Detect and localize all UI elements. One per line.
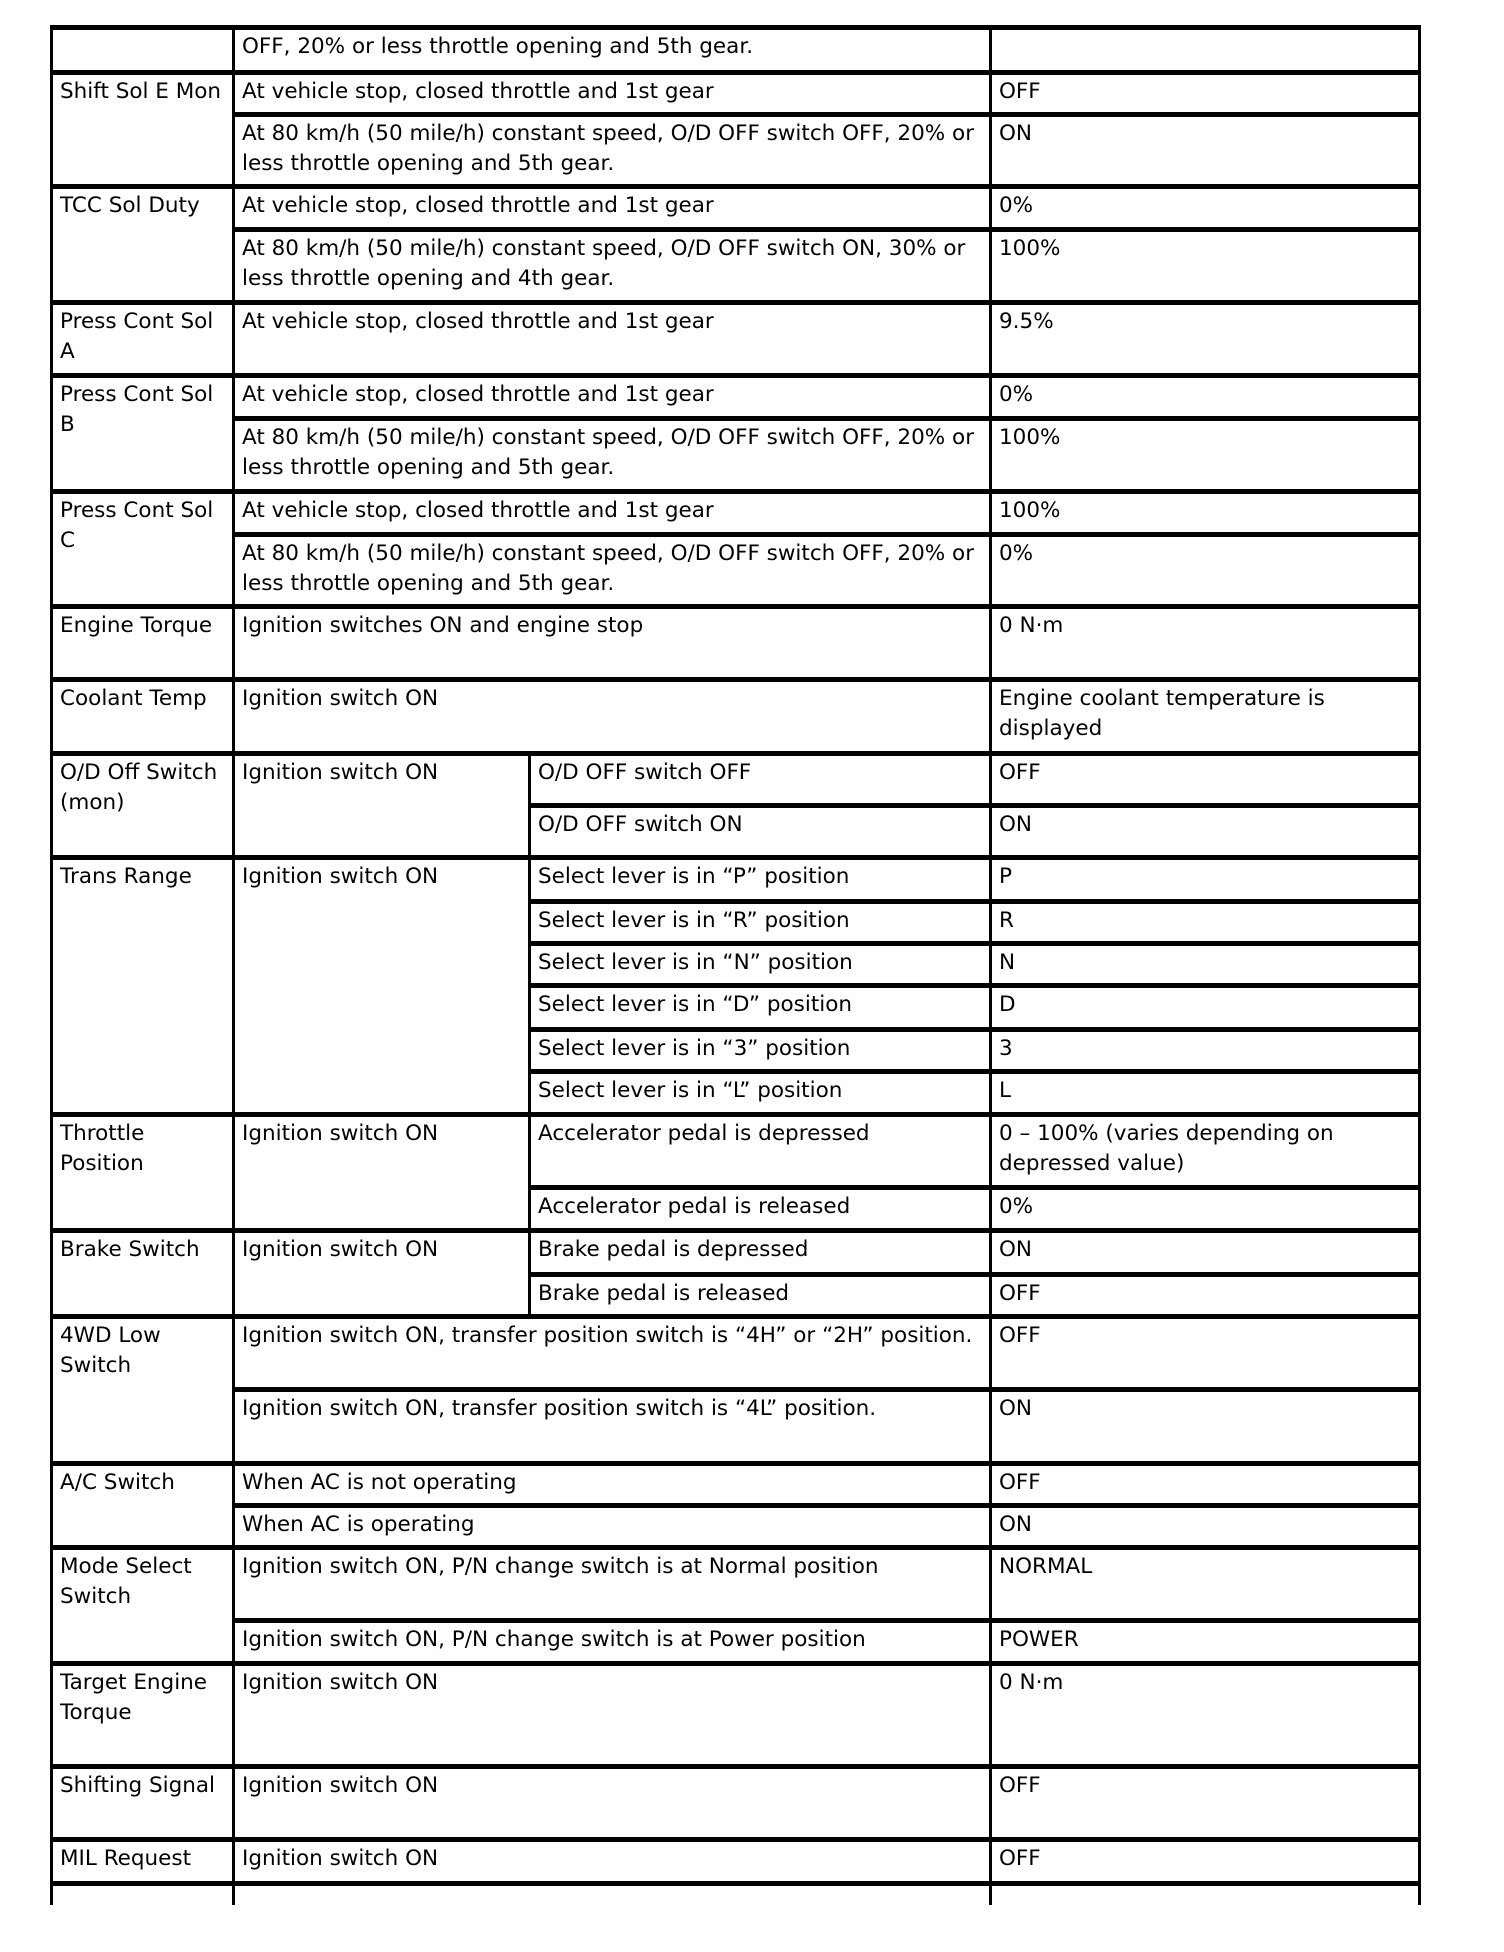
value-cell: ON [991,1390,1420,1464]
parameter-cell: Press Cont Sol C [52,492,234,607]
table-row [52,1548,1420,1621]
condition-cell: At 80 km/h (50 mile/h) constant speed, O/D OFF switch OFF, 20% or less throttle opening and 5th gear. [234,419,991,492]
condition-cell [234,1884,991,1905]
table-row [52,1231,1420,1275]
table-row [52,858,1420,902]
condition-cell: At vehicle stop, closed throttle and 1st gear [234,376,991,419]
value-cell: R [991,902,1420,944]
condition-cell: Ignition switch ON [234,1840,991,1884]
parameter-cell: Trans Range [52,858,234,1115]
sub-condition-cell: Select lever is in “3” position [530,1030,991,1072]
sub-condition-cell: Accelerator pedal is depressed [530,1115,991,1188]
sub-condition-cell: Brake pedal is depressed [530,1231,991,1275]
condition-cell: Ignition switch ON [234,1664,991,1767]
table-row [52,535,1420,607]
data-monitor-table [50,25,1421,1905]
value-cell [991,28,1420,73]
table-row [52,1884,1420,1905]
table-row [52,187,1420,230]
table-row [52,376,1420,419]
parameter-cell: 4WD Low Switch [52,1317,234,1464]
value-cell: 0% [991,187,1420,230]
value-cell: ON [991,115,1420,187]
condition-cell: At 80 km/h (50 mile/h) constant speed, O/D OFF switch OFF, 20% or less throttle opening and 5th gear. [234,115,991,187]
table-row [52,1115,1420,1188]
table-row [52,115,1420,187]
table-row [52,754,1420,806]
condition-cell: Ignition switches ON and engine stop [234,607,991,680]
sub-condition-cell: O/D OFF switch OFF [530,754,991,806]
parameter-cell: Shift Sol E Mon [52,73,234,187]
value-cell: OFF [991,1275,1420,1317]
parameter-cell: Press Cont Sol B [52,376,234,492]
value-cell: 9.5% [991,303,1420,376]
value-cell: OFF [991,1317,1420,1390]
parameter-cell: Coolant Temp [52,680,234,754]
condition-cell: At vehicle stop, closed throttle and 1st gear [234,187,991,230]
table-row [52,1506,1420,1548]
value-cell: P [991,858,1420,902]
value-cell: OFF [991,1767,1420,1840]
table-row [52,303,1420,376]
parameter-cell: Mode Select Switch [52,1548,234,1664]
condition-cell: At vehicle stop, closed throttle and 1st gear [234,73,991,115]
table-row [52,1664,1420,1767]
table-row [52,73,1420,115]
value-cell: OFF [991,73,1420,115]
sub-condition-cell: Accelerator pedal is released [530,1188,991,1231]
table-row [52,607,1420,680]
table-row [52,28,1420,73]
parameter-cell: MIL Request [52,1840,234,1884]
parameter-cell: Shifting Signal [52,1767,234,1840]
value-cell: 100% [991,419,1420,492]
condition-cell: Ignition switch ON [234,1767,991,1840]
sub-condition-cell: Select lever is in “R” position [530,902,991,944]
condition-cell: When AC is operating [234,1506,991,1548]
table-row [52,1317,1420,1390]
value-cell: N [991,944,1420,986]
value-cell: L [991,1072,1420,1115]
sub-condition-cell: O/D OFF switch ON [530,806,991,858]
parameter-cell: Brake Switch [52,1231,234,1317]
value-cell: POWER [991,1621,1420,1664]
value-cell [991,1884,1420,1905]
parameter-cell [52,1884,234,1905]
sub-condition-cell: Select lever is in “L” position [530,1072,991,1115]
value-cell: ON [991,1231,1420,1275]
value-cell: 0 – 100% (varies depending on depressed value) [991,1115,1420,1188]
condition-cell: Ignition switch ON, transfer position switch is “4L” position. [234,1390,991,1464]
value-cell: Engine coolant temperature is displayed [991,680,1420,754]
value-cell: 100% [991,492,1420,535]
sub-condition-cell: Select lever is in “D” position [530,986,991,1030]
parameter-cell: TCC Sol Duty [52,187,234,303]
value-cell: 0% [991,376,1420,419]
value-cell: OFF [991,754,1420,806]
condition-cell: Ignition switch ON, P/N change switch is at Normal position [234,1548,991,1621]
parameter-cell: Target Engine Torque [52,1664,234,1767]
condition-cell: At 80 km/h (50 mile/h) constant speed, O/D OFF switch OFF, 20% or less throttle opening and 5th gear. [234,535,991,607]
value-cell: 0% [991,535,1420,607]
condition-cell: Ignition switch ON [234,680,991,754]
value-cell: 100% [991,230,1420,303]
sub-condition-cell: Select lever is in “P” position [530,858,991,902]
value-cell: OFF [991,1840,1420,1884]
condition-cell: Ignition switch ON [234,754,530,858]
condition-cell: Ignition switch ON, P/N change switch is at Power position [234,1621,991,1664]
condition-cell: At vehicle stop, closed throttle and 1st gear [234,303,991,376]
table-row [52,1840,1420,1884]
table-row [52,492,1420,535]
parameter-cell: Engine Torque [52,607,234,680]
condition-cell: Ignition switch ON [234,858,530,1115]
condition-cell: Ignition switch ON, transfer position switch is “4H” or “2H” position. [234,1317,991,1390]
sub-condition-cell: Select lever is in “N” position [530,944,991,986]
value-cell: ON [991,1506,1420,1548]
sub-condition-cell: Brake pedal is released [530,1275,991,1317]
parameter-cell: Throttle Position [52,1115,234,1231]
value-cell: D [991,986,1420,1030]
condition-cell: OFF, 20% or less throttle opening and 5th gear. [234,28,991,73]
condition-cell: At vehicle stop, closed throttle and 1st gear [234,492,991,535]
table-row [52,230,1420,303]
table-row [52,419,1420,492]
condition-cell: Ignition switch ON [234,1115,530,1231]
table-row [52,1390,1420,1464]
parameter-cell: O/D Off Switch (mon) [52,754,234,858]
value-cell: NORMAL [991,1548,1420,1621]
value-cell: 3 [991,1030,1420,1072]
table-row [52,1621,1420,1664]
table-row [52,680,1420,754]
condition-cell: When AC is not operating [234,1464,991,1506]
value-cell: 0% [991,1188,1420,1231]
condition-cell: At 80 km/h (50 mile/h) constant speed, O/D OFF switch ON, 30% or less throttle opening and 4th gear. [234,230,991,303]
value-cell: 0 N·m [991,607,1420,680]
value-cell: OFF [991,1464,1420,1506]
value-cell: ON [991,806,1420,858]
table-row [52,1464,1420,1506]
parameter-cell [52,28,234,73]
parameter-cell: A/C Switch [52,1464,234,1548]
value-cell: 0 N·m [991,1664,1420,1767]
table-row [52,1767,1420,1840]
condition-cell: Ignition switch ON [234,1231,530,1317]
parameter-cell: Press Cont Sol A [52,303,234,376]
